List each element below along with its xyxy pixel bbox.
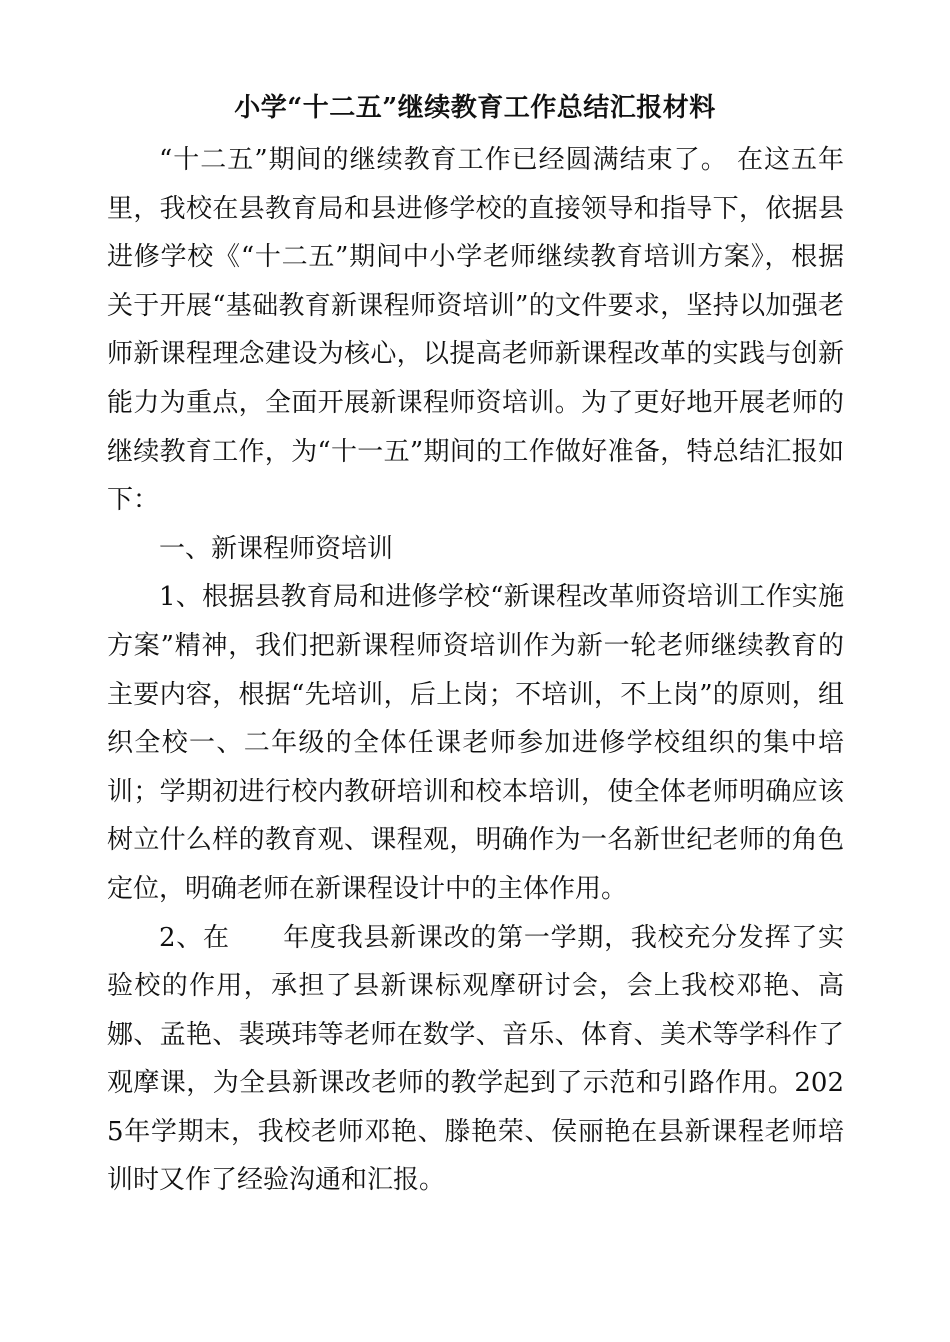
document-body bbox=[107, 136, 844, 1205]
item-1-paragraph: 1、根据县教育局和进修学校“新课程改革师资培训工作实施方案”精神，我们把新课程师资培训作为新一轮老师继续教育的主要内容，根据“先培训，后上岗；不培训，不上岗”的原则，组织全校一、二年级的全体任课老师参加进修学校组织的集中培训；学期初进行校内教研培训和校本培训，使全体老师明确应该树立什么样的教育观、课程观，明确作为一名新世纪老师的角色定位，明确老师在新课程设计中的主体作用。 bbox=[107, 582, 844, 904]
item-2-paragraph: 2、在 年度我县新课改的第一学期，我校充分发挥了实验校的作用，承担了县新课标观摩研讨会，会上我校邓艳、高娜、孟艳、裴瑛玮等老师在数学、音乐、体育、美术等学科作了观摩课，为全县新课改老师的教学起到了示范和引路作用。2025年学期末，我校老师邓艳、滕艳荣、侯丽艳在县新课程老师培训时又作了经验沟通和汇报。 bbox=[107, 922, 844, 1196]
intro-paragraph: “十二五”期间的继续教育工作已经圆满结束了。 在这五年里，我校在县教育局和县进修学校的直接领导和指导下，依据县进修学校《“十二五”期间中小学老师继续教育培训方案》，根据关于开展“基础教育新课程师资培训”的文件要求，坚持以加强老师新课程理念建设为核心，以提高老师新课程改革的实践与创新能力为重点，全面开展新课程师资培训。为了更好地开展老师的继续教育工作，为“十一五”期间的工作做好准备，特总结汇报如下： bbox=[107, 145, 844, 516]
document-title: 小学“十二五”继续教育工作总结汇报材料 bbox=[234, 93, 716, 123]
section-heading: 一、新课程师资培训 bbox=[159, 533, 394, 564]
